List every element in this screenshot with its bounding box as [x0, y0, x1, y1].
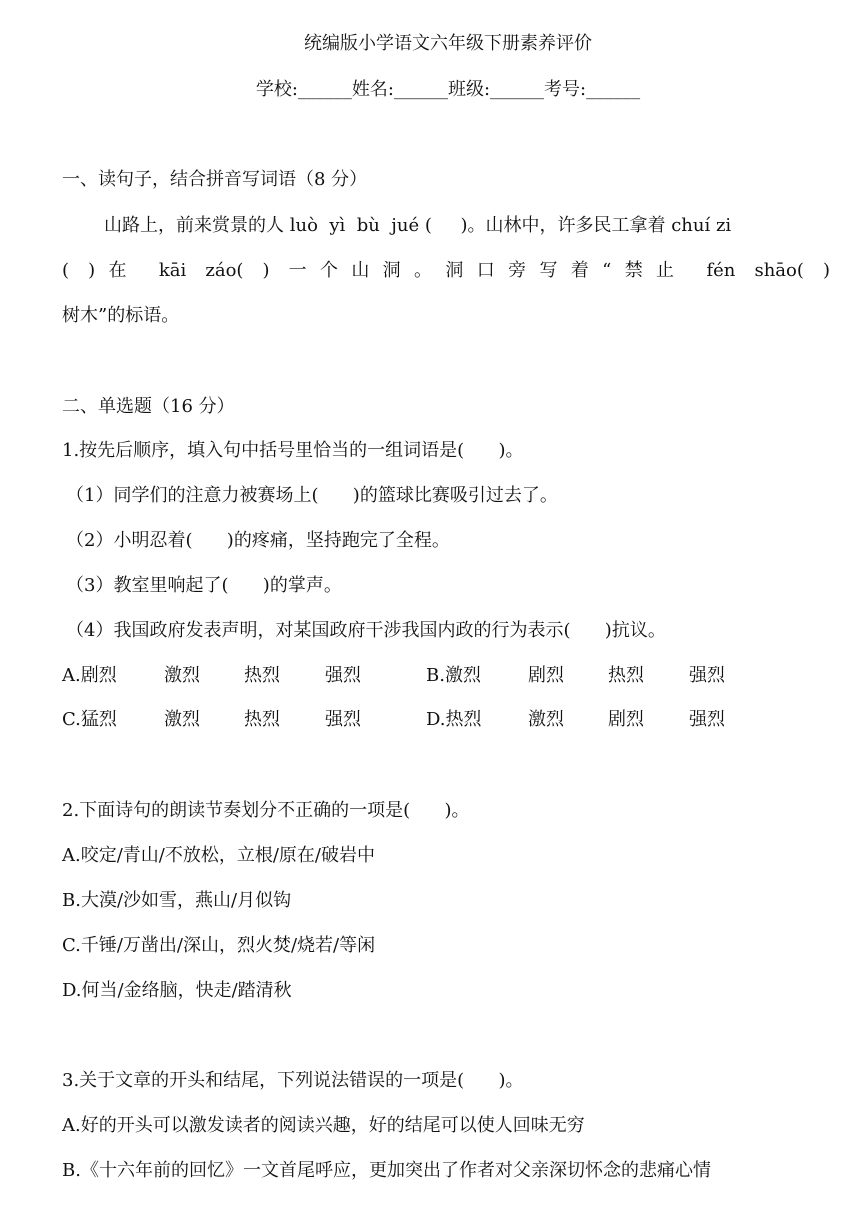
section1-line2: ( )在 kāi záo( ) 一个山洞。洞口旁写着“禁止 fén shāo( ) [62, 260, 830, 281]
q1-sentence-4: （4）我国政府发表声明，对某国政府干涉我国内政的行为表示( )抗议。 [66, 620, 666, 641]
q2-option-c: C.千锤/万凿出/深山，烈火焚/烧若/等闲 [62, 935, 376, 956]
q1-option-b: B.激烈 [426, 665, 481, 686]
q3-option-a: A.好的开头可以激发读者的阅读兴趣，好的结尾可以使人回味无穷 [62, 1115, 585, 1136]
q2-option-b: B.大漠/沙如雪，燕山/月似钩 [62, 890, 292, 911]
q1-option-a-word3: 热烈 [244, 665, 280, 686]
q1-option-c-word4: 强烈 [325, 709, 361, 730]
q1-option-c-word2: 激烈 [164, 709, 200, 730]
q1-option-d-word2: 激烈 [528, 709, 564, 730]
q2-stem: 2.下面诗句的朗读节奏划分不正确的一项是( )。 [62, 800, 470, 821]
q1-option-d-word3: 剧烈 [608, 709, 644, 730]
section1-line3: 树木”的标语。 [62, 305, 180, 326]
q1-option-c: C.猛烈 [62, 709, 117, 730]
q3-option-b: B.《十六年前的回忆》一文首尾呼应，更加突出了作者对父亲深切怀念的悲痛心情 [62, 1160, 711, 1181]
q1-option-b-word3: 热烈 [608, 665, 644, 686]
student-info-line: 学校:______姓名:______班级:______考号:______ [255, 79, 641, 100]
q1-option-a-word4: 强烈 [325, 665, 361, 686]
section1-heading: 一、读句子，结合拼音写词语（8 分） [62, 169, 368, 190]
page-title: 统编版小学语文六年级下册素养评价 [304, 33, 592, 54]
q1-option-a-word2: 激烈 [164, 665, 200, 686]
q1-stem: 1.按先后顺序，填入句中括号里恰当的一组词语是( )。 [62, 440, 524, 461]
q3-stem: 3.关于文章的开头和结尾，下列说法错误的一项是( )。 [62, 1070, 524, 1091]
q2-option-a: A.咬定/青山/不放松，立根/原在/破岩中 [62, 845, 375, 866]
section1-line1: 山路上，前来赏景的人 luò yì bù jué ( )。山林中，许多民工拿着 chuí zi [104, 215, 732, 236]
q1-option-d: D.热烈 [426, 709, 482, 730]
q1-sentence-3: （3）教室里响起了( )的掌声。 [66, 575, 342, 596]
section2-heading: 二、单选题（16 分） [62, 396, 235, 417]
q1-sentence-1: （1）同学们的注意力被赛场上( )的篮球比赛吸引过去了。 [66, 485, 558, 506]
q1-option-c-word3: 热烈 [244, 709, 280, 730]
q1-sentence-2: （2）小明忍着( )的疼痛，坚持跑完了全程。 [66, 530, 450, 551]
q1-option-b-word2: 剧烈 [528, 665, 564, 686]
q2-option-d: D.何当/金络脑，快走/踏清秋 [62, 980, 292, 1001]
q1-option-a: A.剧烈 [62, 665, 117, 686]
q1-option-b-word4: 强烈 [689, 665, 725, 686]
q1-option-d-word4: 强烈 [689, 709, 725, 730]
